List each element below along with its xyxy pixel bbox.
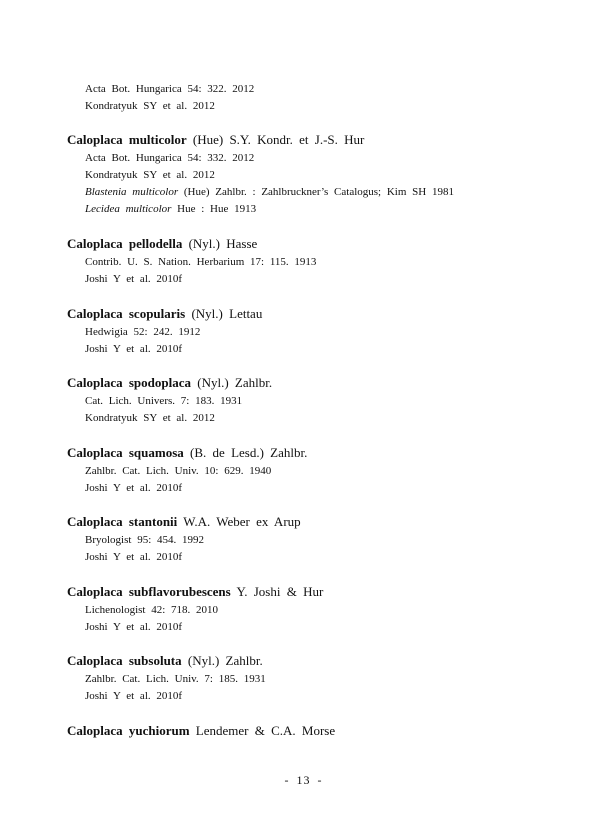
synonym-citation: (Hue) Zahlbr. : Zahlbruckner’s Catalogus; Kim SH 1981 (183, 186, 454, 198)
species-heading (67, 304, 567, 324)
species-entry (67, 651, 567, 721)
species-epithet: multicolor (128, 132, 187, 147)
species-epithet: scopularis (128, 305, 186, 321)
species-authority: W.A. Weber ex Arup (183, 514, 301, 529)
species-list (67, 130, 567, 790)
synonym-name: Lecidea multicolor (85, 203, 172, 215)
genus-name: Caloplaca (67, 583, 123, 599)
species-heading (67, 130, 567, 150)
reference-line: Lichenologist 42: 718. 2010 (85, 603, 219, 616)
reference-line: Acta Bot. Hungarica 54: 332. 2012 (85, 152, 255, 164)
reference-line: Joshi Y et al. 2010f (85, 273, 183, 285)
species-epithet: stantonii (128, 514, 178, 529)
reference-line: Acta Bot. Hungarica 54: 322. 2012 (85, 83, 255, 95)
reference-line: Joshi Y et al. 2010f (85, 481, 183, 494)
species-authority: (B. de Lesd.) Zahlbr. (190, 444, 308, 460)
synonym-name: Blastenia multicolor (85, 186, 179, 198)
genus-name: Caloplaca (67, 132, 123, 147)
genus-name: Caloplaca (67, 722, 123, 738)
reference-line: Kondratyuk SY et al. 2012 (85, 100, 215, 112)
synonym-line (67, 184, 567, 201)
species-heading (67, 234, 567, 254)
reference-line: Kondratyuk SY et al. 2012 (85, 169, 215, 181)
species-epithet: yuchiorum (128, 722, 190, 738)
reference-line: Joshi Y et al. 2010f (85, 690, 183, 702)
synonym-citation: Hue : Hue 1913 (177, 203, 257, 215)
species-entry (67, 443, 567, 513)
species-authority: Y. Joshi & Hur (236, 583, 324, 599)
reference-line: Kondratyuk SY et al. 2012 (85, 412, 215, 424)
genus-name: Caloplaca (67, 305, 123, 321)
genus-name: Caloplaca (67, 514, 123, 529)
species-epithet: spodoplaca (128, 375, 192, 390)
species-authority: (Nyl.) Hasse (188, 236, 258, 251)
species-entry (67, 234, 567, 304)
reference-line: Joshi Y et al. 2010f (85, 551, 183, 563)
reference-line: Joshi Y et al. 2010f (85, 342, 183, 355)
reference-line: Zahlbr. Cat. Lich. Univ. 10: 629. 1940 (85, 464, 272, 477)
species-epithet: subsoluta (128, 653, 182, 668)
reference-line: Hedwigia 52: 242. 1912 (85, 325, 201, 338)
genus-name: Caloplaca (67, 375, 123, 390)
species-heading (67, 721, 567, 741)
reference-line: Joshi Y et al. 2010f (85, 620, 183, 633)
species-authority: (Nyl.) Lettau (191, 305, 263, 321)
species-heading (67, 582, 567, 602)
species-authority: (Hue) S.Y. Kondr. et J.-S. Hur (192, 132, 365, 147)
species-authority: Lendemer & C.A. Morse (195, 722, 336, 738)
page-number: - 13 - (284, 773, 323, 787)
species-heading (67, 373, 567, 393)
species-entry (67, 304, 567, 374)
species-epithet: squamosa (128, 444, 184, 460)
species-authority: (Nyl.) Zahlbr. (187, 653, 263, 668)
species-authority: (Nyl.) Zahlbr. (197, 375, 273, 390)
species-entry (67, 582, 567, 652)
reference-line: Cat. Lich. Univers. 7: 183. 1931 (85, 395, 243, 407)
species-heading (67, 512, 567, 532)
species-entry (67, 130, 567, 234)
genus-name: Caloplaca (67, 653, 123, 668)
reference-line: Bryologist 95: 454. 1992 (85, 534, 205, 546)
reference-line: Contrib. U. S. Nation. Herbarium 17: 115. 1913 (85, 256, 317, 268)
species-entry (67, 512, 567, 582)
genus-name: Caloplaca (67, 236, 123, 251)
synonym-line (67, 201, 567, 218)
continuation-references (85, 81, 254, 115)
species-entry (67, 373, 567, 443)
reference-line: Zahlbr. Cat. Lich. Univ. 7: 185. 1931 (85, 673, 266, 685)
genus-name: Caloplaca (67, 444, 123, 460)
species-epithet: pellodella (128, 236, 183, 251)
species-heading (67, 651, 567, 671)
species-epithet: subflavorubescens (128, 583, 231, 599)
species-heading (67, 443, 567, 463)
